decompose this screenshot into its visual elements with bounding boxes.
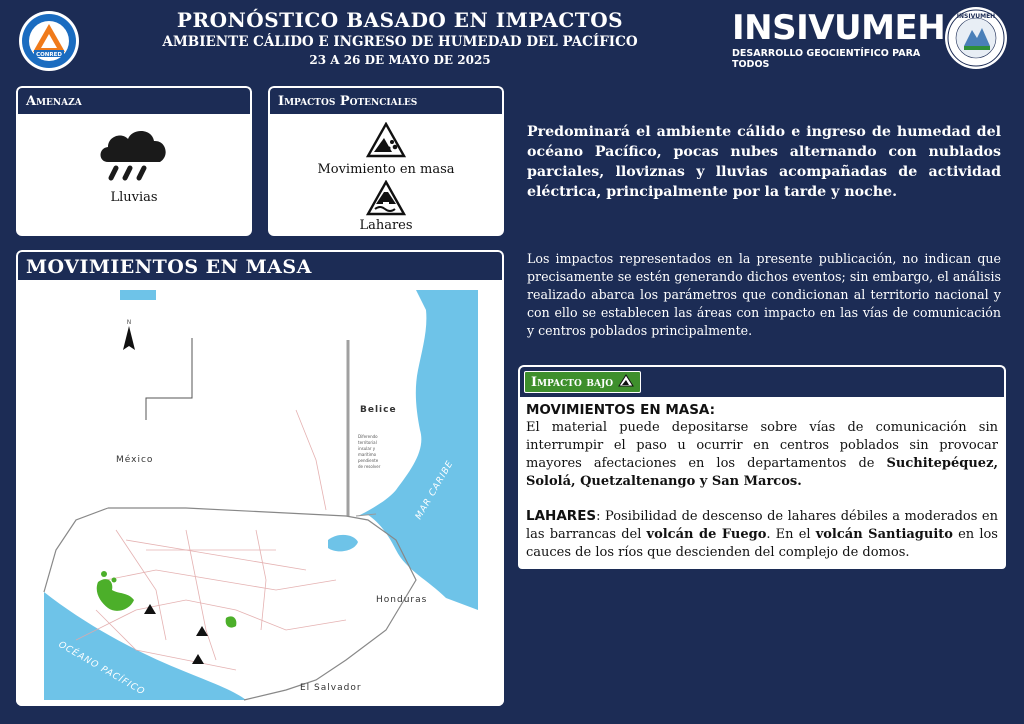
diferendo-line-0: Diferendo xyxy=(358,434,378,439)
amenaza-body xyxy=(16,114,252,236)
diferendo-line-4: pendiente xyxy=(358,458,379,463)
header xyxy=(140,8,660,67)
impacto-mov-departments: Suchitepéquez, Sololá, Quetzaltenango y San Marcos. xyxy=(526,456,998,489)
impactos-body xyxy=(268,114,504,236)
diferendo-line-2: insular y xyxy=(358,446,376,451)
movimientos-title: MOVIMIENTOS EN MASA xyxy=(16,250,504,280)
lead-text: Predominará el ambiente cálido e ingreso de humedad del océano Pacífico, pocas nubes alternando con nublados parciales, lloviznas y lluvias acompañadas de actividad eléctrica, principalmente por la tarde y noche. xyxy=(527,124,1001,200)
impacto-lahares-paragraph xyxy=(526,507,998,562)
volcan-santiaguito: volcán Santiaguito xyxy=(815,527,953,542)
seal-text: INSIVUMEH xyxy=(956,13,996,20)
impacto-item-label-0: Movimiento en masa xyxy=(317,162,455,177)
impacto-mov-text: El material puede depositarse sobre vías de comunicación sin interrumpir el paso u ocurrir en centros poblados sin provocar mayores afectaciones en los departamentos de xyxy=(526,420,998,471)
landslide-warning-icon xyxy=(366,122,406,158)
impact-warning-icon xyxy=(618,374,634,387)
impacto-mov-paragraph xyxy=(526,419,998,491)
guatemala-map xyxy=(16,280,504,706)
label-mexico: México xyxy=(116,455,154,465)
amenaza-label: Lluvias xyxy=(110,190,158,205)
volcan-fuego: volcán de Fuego xyxy=(646,527,767,542)
impact-low-label: Impacto bajo xyxy=(531,375,614,390)
impacto-lahares-text-3: en los cauces de los ríos que descienden del complejo de domos. xyxy=(526,527,998,560)
impacto-mov-heading: MOVIMIENTOS EN MASA: xyxy=(526,402,716,418)
impactos-title: Impactos Potenciales xyxy=(268,86,504,114)
diferendo-line-3: marítimo xyxy=(358,452,377,457)
label-belice: Belice xyxy=(360,405,397,415)
label-oceano-pacifico: OCÉANO PACÍFICO xyxy=(56,639,147,698)
page-title: PRONÓSTICO BASADO EN IMPACTOS xyxy=(176,8,624,32)
impacto-body xyxy=(518,397,1006,569)
impactos-panel xyxy=(268,86,504,236)
north-label: N xyxy=(126,319,132,326)
page-subtitle: AMBIENTE CÁLIDO E INGRESO DE HUMEDAD DEL PACÍFICO xyxy=(162,34,638,50)
rain-cloud-icon xyxy=(94,122,174,188)
amenaza-title: Amenaza xyxy=(16,86,252,114)
brand-name: INSIVUMEH xyxy=(732,8,946,48)
conred-logo-text: CONRED xyxy=(36,52,62,58)
label-honduras: Honduras xyxy=(376,595,428,605)
movimientos-map-body xyxy=(16,280,504,706)
diferendo-line-1: territorial xyxy=(358,440,377,445)
brand-tagline: DESARROLLO GEOCIENTÍFICO PARA TODOS xyxy=(732,48,921,70)
impacto-lahares-text-2: . En el xyxy=(766,527,816,542)
impacto-lahares-heading: LAHARES xyxy=(526,508,597,524)
note-text: Los impactos representados en la presente publicación, no indican que precisamente se estén generando dichos eventos; sin embargo, el análisis realizado abarca los parámetros que condicionan al territorio nacional y con ello se establecen las áreas con impacto en las vías de comunicación y centros poblados principalmente. xyxy=(527,251,1001,338)
top-water xyxy=(120,290,156,300)
label-mar-caribe: MAR CARIBE xyxy=(413,459,456,522)
diferendo-line-5: de resolver xyxy=(358,464,381,469)
amenaza-panel xyxy=(16,86,252,236)
movimientos-panel xyxy=(16,250,504,706)
impacto-item-label-1: Lahares xyxy=(359,218,413,233)
insivumeh-seal xyxy=(944,6,1008,70)
page-dates: 23 A 26 DE MAYO DE 2025 xyxy=(309,53,491,67)
label-el-salvador: El Salvador xyxy=(300,683,362,693)
lahar-warning-icon xyxy=(366,180,406,216)
conred-logo xyxy=(18,10,80,72)
impacto-panel xyxy=(518,365,1006,569)
impact-low-badge xyxy=(524,371,641,393)
insivumeh-brand xyxy=(732,8,946,70)
impacto-lahares-text-1: : Posibilidad de descenso de lahares débiles a moderados en las barrancas del xyxy=(526,509,998,542)
